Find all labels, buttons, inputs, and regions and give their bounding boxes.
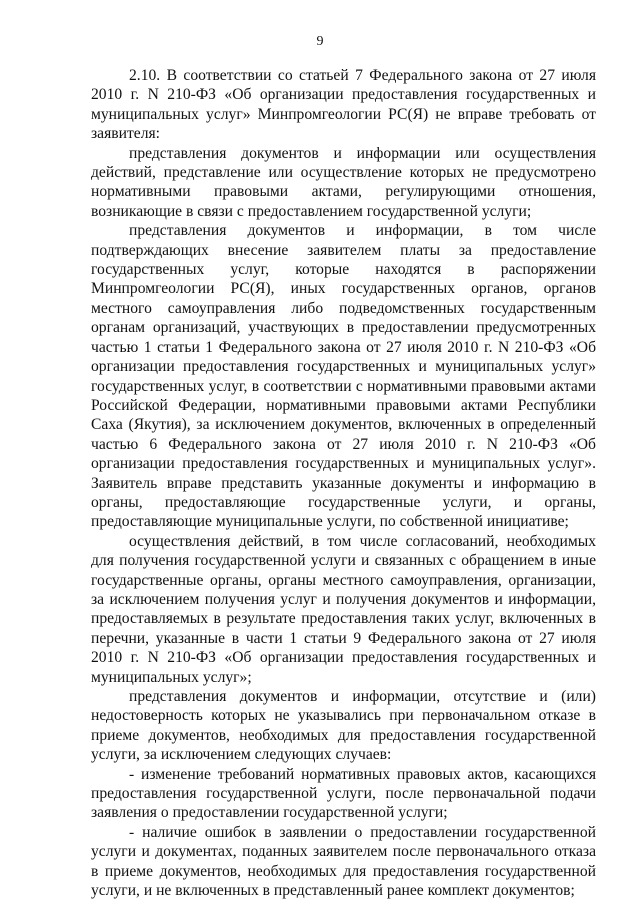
paragraph-documents-in-possession: представления документов и информации, в том числе подтверждающих внесение заявителем платы за предоставление государственных услуг, которые находятся в распоряжении Минпромгеологии РС(Я), иных государственных органов, органов местного самоуправления либо подведомственных государственным органам организаций, участвующих в предоставлении предусмотренных частью 1 статьи 1 Федерального закона от 27 июля 2010 г. N 210-ФЗ «Об организации предоставления государственных и муниципальных услуг» государственных услуг, в соответствии с нормативными правовыми актами Российской Федерации, нормативными правовыми актами Республики Саха (Якутия), за исключением документов, включенных в определенный частью 6 Федерального закона от 27 июля 2010 г. N 210-ФЗ «Об организации предоставления государственных и муниципальных услуг». Заявитель вправе представить указанные документы и информацию в органы, предоставляющие государственные услуги, и органы, предоставляющие муниципальные услуги, по собственной инициативе;	[91, 222, 596, 531]
paragraph-approvals: осуществления действий, в том числе согласований, необходимых для получения государственной услуги и связанных с обращением в иные государственные органы, органы местного самоуправления, организации, за исключением получения услуг и получения документов и информации, предоставляемых в результате предоставления таких услуг, включенных в перечни, указанные в части 1 статьи 9 Федерального закона от 27 июля 2010 г. N 210-ФЗ «Об организации предоставления государственных и муниципальных услуг»;	[91, 532, 596, 686]
paragraph-2-10-intro: 2.10. В соответствии со статьей 7 Федерального закона от 27 июля 2010 г. N 210-ФЗ «Об организации предоставления государственных и муниципальных услуг» Минпромгеологии РС(Я) не вправе требовать от заявителя:	[91, 67, 596, 143]
list-item-application-errors: - наличие ошибок в заявлении о предоставлении государственной услуги и документах, поданных заявителем после первоначального отказа в приеме документов, необходимых для предоставления государственной услуги, и не включенных в представленный ранее комплект документов;	[91, 823, 596, 900]
paragraph-unreliable-info: представления документов и информации, отсутствие и (или) недостоверность которых не указывались при первоначальном отказе в приеме документов, необходимых для предоставления государственной услуги, за исключением следующих случаев:	[91, 688, 596, 764]
list-item-requirements-change: - изменение требований нормативных правовых актов, касающихся предоставления государственной услуги, после первоначальной подачи заявления о предоставлении государственной услуги;	[91, 765, 596, 822]
document-body	[91, 66, 596, 900]
page-number: 9	[316, 34, 324, 49]
paragraph-actions-not-required: представления документов и информации или осуществления действий, представление или осуществление которых не предусмотрено нормативными правовыми актами, регулирующими отношения, возникающие в связи с предоставлением государственной услуги;	[91, 144, 596, 220]
